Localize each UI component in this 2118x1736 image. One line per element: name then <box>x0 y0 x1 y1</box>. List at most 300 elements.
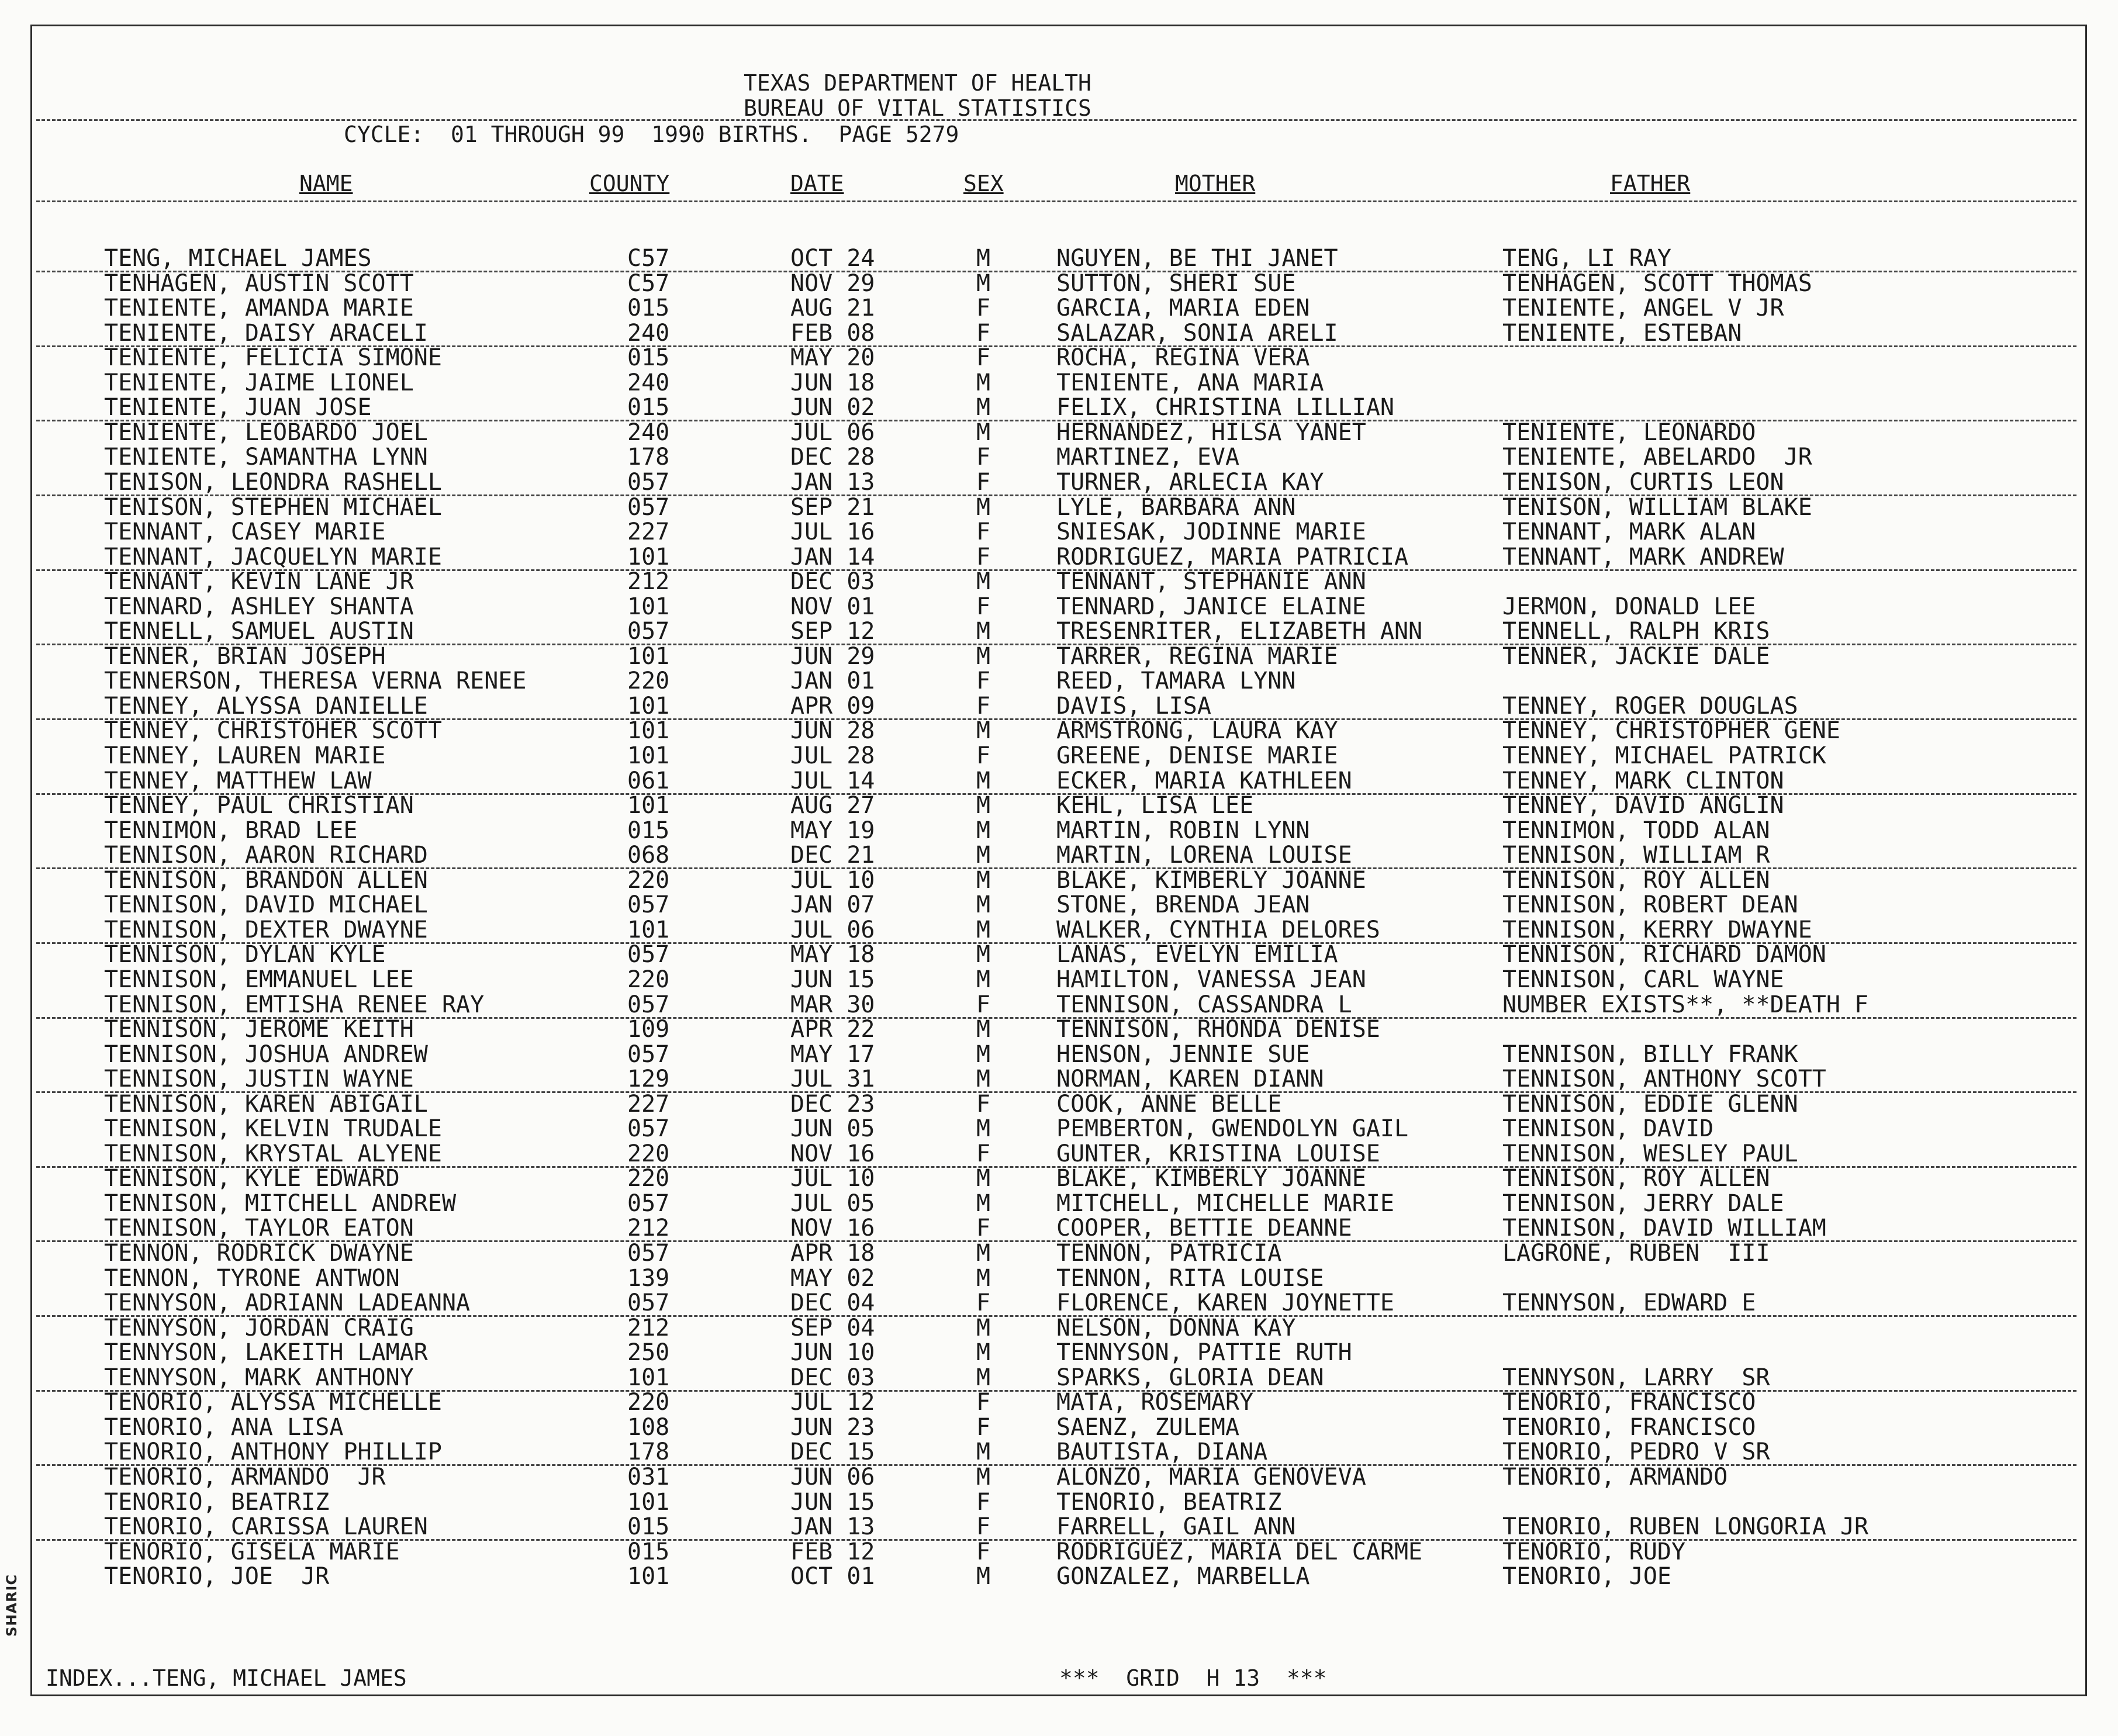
table-row <box>0 271 2118 296</box>
cell-name: TENNISON, KRYSTAL ALYENE <box>104 1140 442 1167</box>
cell-father: TENNISON, ROY ALLEN <box>1502 866 1770 894</box>
table-row <box>0 644 2118 669</box>
cell-mother: TENNISON, CASSANDRA L <box>1056 991 1352 1018</box>
header-department: TEXAS DEPARTMENT OF HEALTH <box>744 70 1091 96</box>
cell-sex: F <box>976 295 991 322</box>
cell-sex: F <box>976 1140 991 1167</box>
cell-name: TENNISON, BRANDON ALLEN <box>104 866 428 894</box>
cell-date: JUN 23 <box>790 1413 875 1441</box>
cell-father: TENNYSON, LARRY SR <box>1502 1364 1770 1391</box>
cell-sex: M <box>976 419 991 446</box>
cell-date: JAN 14 <box>790 543 875 570</box>
cell-sex: M <box>976 817 991 844</box>
cell-father: TENORIO, FRANCISCO <box>1502 1389 1756 1416</box>
cell-date: JUL 31 <box>790 1066 875 1093</box>
footer-grid: *** GRID H 13 *** <box>1059 1665 1327 1691</box>
cell-father: TENORIO, ARMANDO <box>1502 1463 1728 1491</box>
cell-county: 057 <box>627 618 670 645</box>
cell-sex: M <box>976 245 991 272</box>
cell-father: TENNEY, MICHAEL PATRICK <box>1502 742 1826 769</box>
cell-father: TENISON, WILLIAM BLAKE <box>1502 493 1812 521</box>
cell-date: JUN 29 <box>790 642 875 670</box>
cell-father: TENNISON, DAVID WILLIAM <box>1502 1215 1826 1242</box>
cell-date: JUN 18 <box>790 369 875 396</box>
cell-date: MAY 20 <box>790 344 875 372</box>
cell-mother: SALAZAR, SONIA ARELI <box>1056 319 1338 347</box>
cell-name: TENIENTE, FELICIA SIMONE <box>104 344 442 372</box>
table-row <box>0 793 2118 818</box>
cell-name: TENNEY, ALYSSA DANIELLE <box>104 692 428 720</box>
cell-county: 015 <box>627 1513 670 1540</box>
table-row <box>0 1092 2118 1116</box>
cell-county: 101 <box>627 742 670 769</box>
cell-county: 101 <box>627 1563 670 1590</box>
cell-date: APR 09 <box>790 692 875 720</box>
cell-county: 220 <box>627 1165 670 1192</box>
cell-sex: M <box>976 842 991 869</box>
cell-sex: M <box>976 1314 991 1341</box>
cell-sex: F <box>976 1413 991 1441</box>
cell-mother: PEMBERTON, GWENDOLYN GAIL <box>1056 1115 1409 1143</box>
table-row <box>0 1042 2118 1067</box>
cell-name: TENIENTE, DAISY ARACELI <box>104 319 428 347</box>
cell-father: TENNISON, JERRY DALE <box>1502 1189 1784 1217</box>
cell-county: 220 <box>627 866 670 894</box>
cell-name: TENNISON, MITCHELL ANDREW <box>104 1189 457 1217</box>
cell-sex: F <box>976 518 991 545</box>
cell-sex: M <box>976 369 991 396</box>
cell-name: TENNANT, JACQUELYN MARIE <box>104 543 442 570</box>
cell-date: DEC 28 <box>790 444 875 471</box>
cell-father: TENIENTE, ANGEL V JR <box>1502 295 1784 322</box>
cell-county: 240 <box>627 419 670 446</box>
cell-mother: BLAKE, KIMBERLY JOANNE <box>1056 866 1366 894</box>
table-row <box>0 1564 2118 1589</box>
cell-father: JERMON, DONALD LEE <box>1502 593 1756 620</box>
cell-mother: MARTIN, ROBIN LYNN <box>1056 817 1310 844</box>
cell-county: 015 <box>627 817 670 844</box>
cell-mother: TRESENRITER, ELIZABETH ANN <box>1056 618 1423 645</box>
cell-name: TENISON, STEPHEN MICHAEL <box>104 493 442 521</box>
cell-date: MAY 02 <box>790 1264 875 1292</box>
footer-index: INDEX...TENG, MICHAEL JAMES <box>46 1665 407 1691</box>
cell-county: 068 <box>627 842 670 869</box>
table-row <box>36 470 2076 496</box>
cell-county: 178 <box>627 444 670 471</box>
cell-father: TENNANT, MARK ALAN <box>1502 518 1756 545</box>
cell-name: TENNISON, EMMANUEL LEE <box>104 966 414 993</box>
cell-sex: F <box>976 444 991 471</box>
cell-county: 057 <box>627 941 670 969</box>
cell-county: 101 <box>627 543 670 570</box>
cell-name: TENORIO, CARISSA LAUREN <box>104 1513 428 1540</box>
cell-county: 220 <box>627 668 670 695</box>
cell-sex: M <box>976 1463 991 1491</box>
cell-mother: TENIENTE, ANA MARIA <box>1056 369 1324 396</box>
table-row <box>0 296 2118 320</box>
cell-name: TENNARD, ASHLEY SHANTA <box>104 593 414 620</box>
table-row <box>0 1017 2118 1042</box>
cell-name: TENORIO, BEATRIZ <box>104 1488 330 1516</box>
cell-name: TENIENTE, LEOBARDO JOEL <box>104 419 428 446</box>
cell-county: 057 <box>627 1115 670 1143</box>
cell-name: TENNON, RODRICK DWAYNE <box>104 1240 414 1267</box>
cell-mother: SUTTON, SHERI SUE <box>1056 269 1296 297</box>
cell-date: FEB 12 <box>790 1538 875 1565</box>
cell-name: TENNISON, TAYLOR EATON <box>104 1215 414 1242</box>
cell-father: TENIENTE, ABELARDO JR <box>1502 444 1812 471</box>
table-row <box>0 1166 2118 1191</box>
cell-sex: M <box>976 891 991 919</box>
cell-name: TENIENTE, SAMANTHA LYNN <box>104 444 428 471</box>
cell-date: SEP 12 <box>790 618 875 645</box>
cell-county: 101 <box>627 692 670 720</box>
table-row <box>0 420 2118 445</box>
cell-mother: SNIESAK, JODINNE MARIE <box>1056 518 1366 545</box>
cell-name: TENNERSON, THERESA VERNA RENEE <box>104 668 527 695</box>
cell-county: 015 <box>627 394 670 421</box>
cell-sex: M <box>976 941 991 969</box>
cell-father: TENORIO, FRANCISCO <box>1502 1413 1756 1441</box>
cell-sex: F <box>976 1389 991 1416</box>
cell-date: JUL 28 <box>790 742 875 769</box>
cell-date: DEC 03 <box>790 1364 875 1391</box>
cell-county: 101 <box>627 593 670 620</box>
cell-county: 101 <box>627 1488 670 1516</box>
cell-name: TENORIO, ALYSSA MICHELLE <box>104 1389 442 1416</box>
cell-sex: F <box>976 1538 991 1565</box>
cell-name: TENNISON, DAVID MICHAEL <box>104 891 428 919</box>
table-row <box>0 669 2118 693</box>
cell-county: 057 <box>627 1289 670 1317</box>
cell-county: 212 <box>627 1215 670 1242</box>
table-row <box>0 893 2118 917</box>
cell-mother: HERNANDEZ, HILSA YANET <box>1056 419 1366 446</box>
cell-father: TENNISON, ROBERT DEAN <box>1502 891 1798 919</box>
table-row <box>0 718 2118 743</box>
cell-county: 101 <box>627 916 670 943</box>
table-row <box>0 1116 2118 1141</box>
cell-name: TENNELL, SAMUEL AUSTIN <box>104 618 414 645</box>
cell-county: 212 <box>627 1314 670 1341</box>
cell-sex: M <box>976 1264 991 1292</box>
column-header-date: DATE <box>790 171 844 196</box>
cell-mother: TENNARD, JANICE ELAINE <box>1056 593 1366 620</box>
cell-county: 057 <box>627 1189 670 1217</box>
cell-county: 250 <box>627 1339 670 1367</box>
cell-mother: TENNON, RITA LOUISE <box>1056 1264 1324 1292</box>
cell-sex: M <box>976 618 991 645</box>
cell-father: TENNYSON, EDWARD E <box>1502 1289 1756 1317</box>
cell-name: TENNYSON, JORDAN CRAIG <box>104 1314 414 1341</box>
cell-county: 108 <box>627 1413 670 1441</box>
cell-sex: M <box>976 1165 991 1192</box>
cell-father: TENORIO, JOE <box>1502 1563 1671 1590</box>
cell-county: 240 <box>627 369 670 396</box>
cell-name: TENNYSON, MARK ANTHONY <box>104 1364 414 1391</box>
cell-date: APR 18 <box>790 1240 875 1267</box>
cell-county: C57 <box>627 245 670 272</box>
cell-county: 057 <box>627 891 670 919</box>
header-rule <box>36 119 2076 121</box>
cell-county: 101 <box>627 717 670 745</box>
cell-date: JUN 10 <box>790 1339 875 1367</box>
cell-father: TENORIO, RUBEN LONGORIA JR <box>1502 1513 1869 1540</box>
cell-sex: M <box>976 394 991 421</box>
cell-mother: TENORIO, BEATRIZ <box>1056 1488 1282 1516</box>
cell-father: TENHAGEN, SCOTT THOMAS <box>1502 269 1812 297</box>
table-row <box>0 818 2118 843</box>
cell-sex: M <box>976 642 991 670</box>
cell-sex: M <box>976 1189 991 1217</box>
cell-sex: M <box>976 792 991 819</box>
cell-sex: M <box>976 493 991 521</box>
cell-sex: F <box>976 1488 991 1516</box>
cell-county: 220 <box>627 966 670 993</box>
cell-county: 057 <box>627 991 670 1018</box>
cell-father: TENNEY, DAVID ANGLIN <box>1502 792 1784 819</box>
cell-county: 101 <box>627 792 670 819</box>
cell-county: 015 <box>627 1538 670 1565</box>
cell-father: TENG, LI RAY <box>1502 245 1671 272</box>
cell-father: TENNISON, ROY ALLEN <box>1502 1165 1770 1192</box>
cell-name: TENNYSON, ADRIANN LADEANNA <box>104 1289 471 1317</box>
table-row <box>0 1316 2118 1340</box>
cell-date: DEC 21 <box>790 842 875 869</box>
cell-date: JUL 14 <box>790 767 875 794</box>
cell-father: NUMBER EXISTS**, **DEATH F <box>1502 991 1869 1018</box>
cell-name: TENNANT, CASEY MARIE <box>104 518 386 545</box>
cell-mother: FELIX, CHRISTINA LILLIAN <box>1056 394 1394 421</box>
cell-county: 057 <box>627 469 670 496</box>
cell-mother: STONE, BRENDA JEAN <box>1056 891 1310 919</box>
cell-sex: F <box>976 319 991 347</box>
cell-sex: F <box>976 692 991 720</box>
cell-sex: F <box>976 668 991 695</box>
table-row <box>36 1514 2076 1541</box>
cell-name: TENNYSON, LAKEITH LAMAR <box>104 1339 428 1367</box>
cell-sex: M <box>976 1364 991 1391</box>
cell-father: TENNISON, BILLY FRANK <box>1502 1040 1798 1068</box>
cell-mother: WALKER, CYNTHIA DELORES <box>1056 916 1380 943</box>
cell-sex: F <box>976 1289 991 1317</box>
table-row <box>0 520 2118 544</box>
cell-date: NOV 16 <box>790 1140 875 1167</box>
cell-father: TENNISON, DAVID <box>1502 1115 1714 1143</box>
cell-father: TENNISON, EDDIE GLENN <box>1502 1090 1798 1118</box>
table-row <box>0 942 2118 967</box>
cell-name: TENNANT, KEVIN LANE JR <box>104 568 414 596</box>
cell-date: JUL 10 <box>790 866 875 894</box>
cell-mother: ECKER, MARIA KATHLEEN <box>1056 767 1352 794</box>
table-row <box>36 1067 2076 1093</box>
cell-sex: M <box>976 1438 991 1466</box>
table-row <box>36 843 2076 869</box>
cell-father: TENNISON, RICHARD DAMON <box>1502 941 1826 969</box>
cell-county: 227 <box>627 518 670 545</box>
table-row <box>36 395 2076 421</box>
table-row <box>36 619 2076 645</box>
cell-date: OCT 24 <box>790 245 875 272</box>
cell-county: 057 <box>627 493 670 521</box>
cell-county: 031 <box>627 1463 670 1491</box>
header-bureau: BUREAU OF VITAL STATISTICS <box>744 95 1091 121</box>
table-row <box>36 1365 2076 1392</box>
cell-date: DEC 03 <box>790 568 875 596</box>
cell-sex: M <box>976 568 991 596</box>
cell-mother: MARTINEZ, EVA <box>1056 444 1240 471</box>
cell-county: 212 <box>627 568 670 596</box>
cell-father: TENNISON, KERRY DWAYNE <box>1502 916 1812 943</box>
column-header-father: FATHER <box>1610 171 1691 196</box>
cell-county: 015 <box>627 295 670 322</box>
cell-name: TENORIO, ANTHONY PHILLIP <box>104 1438 442 1466</box>
table-row <box>0 868 2118 893</box>
cell-date: JUL 12 <box>790 1389 875 1416</box>
cell-sex: M <box>976 1563 991 1590</box>
cell-mother: NELSON, DONNA KAY <box>1056 1314 1296 1341</box>
cell-date: DEC 04 <box>790 1289 875 1317</box>
cell-date: NOV 29 <box>790 269 875 297</box>
cell-county: 057 <box>627 1040 670 1068</box>
cell-mother: RODRIGUEZ, MARIA DEL CARME <box>1056 1538 1423 1565</box>
column-header-name: NAME <box>299 171 353 196</box>
cell-sex: F <box>976 1513 991 1540</box>
cell-mother: ROCHA, REGINA VERA <box>1056 344 1310 372</box>
cell-name: TENNISON, DEXTER DWAYNE <box>104 916 428 943</box>
table-row <box>0 495 2118 520</box>
cell-name: TENORIO, ANA LISA <box>104 1413 344 1441</box>
cell-name: TENISON, LEONDRA RASHELL <box>104 469 442 496</box>
cell-name: TENNISON, JEROME KEITH <box>104 1016 414 1043</box>
table-row <box>36 694 2076 720</box>
cell-name: TENNON, TYRONE ANTWON <box>104 1264 400 1292</box>
column-header-sex: SEX <box>963 171 1004 196</box>
cell-date: JUL 10 <box>790 1165 875 1192</box>
cell-sex: M <box>976 916 991 943</box>
cell-mother: DAVIS, LISA <box>1056 692 1211 720</box>
cell-date: FEB 08 <box>790 319 875 347</box>
cell-sex: M <box>976 1339 991 1367</box>
cell-date: JAN 13 <box>790 1513 875 1540</box>
table-row <box>0 1266 2118 1291</box>
cell-county: 220 <box>627 1140 670 1167</box>
cell-date: APR 22 <box>790 1016 875 1043</box>
cell-county: 129 <box>627 1066 670 1093</box>
cell-date: JUN 02 <box>790 394 875 421</box>
cell-date: MAR 30 <box>790 991 875 1018</box>
cell-mother: MATA, ROSEMARY <box>1056 1389 1254 1416</box>
table-row <box>36 246 2076 272</box>
cell-mother: COOK, ANNE BELLE <box>1056 1090 1282 1118</box>
cell-mother: REED, TAMARA LYNN <box>1056 668 1296 695</box>
cell-sex: M <box>976 1066 991 1093</box>
cell-mother: LYLE, BARBARA ANN <box>1056 493 1296 521</box>
margin-label: SHARIC <box>4 1574 20 1637</box>
cell-county: 240 <box>627 319 670 347</box>
cell-date: MAY 19 <box>790 817 875 844</box>
cell-father: TENNISON, CARL WAYNE <box>1502 966 1784 993</box>
cell-sex: F <box>976 742 991 769</box>
cell-sex: F <box>976 469 991 496</box>
table-row <box>36 1142 2076 1168</box>
cell-name: TENORIO, JOE JR <box>104 1563 330 1590</box>
cell-mother: NGUYEN, BE THI JANET <box>1056 245 1338 272</box>
cell-sex: M <box>976 966 991 993</box>
cell-name: TENNISON, EMTISHA RENEE RAY <box>104 991 485 1018</box>
table-row <box>0 1390 2118 1415</box>
table-row <box>36 321 2076 347</box>
cell-mother: TENNANT, STEPHANIE ANN <box>1056 568 1366 596</box>
cell-date: JUN 05 <box>790 1115 875 1143</box>
cell-sex: M <box>976 1115 991 1143</box>
cell-name: TENNISON, JUSTIN WAYNE <box>104 1066 414 1093</box>
cell-mother: NORMAN, KAREN DIANN <box>1056 1066 1324 1093</box>
table-row <box>0 1465 2118 1489</box>
cell-father: TENNELL, RALPH KRIS <box>1502 618 1770 645</box>
cell-father: TENISON, CURTIS LEON <box>1502 469 1784 496</box>
cell-mother: TARRER, REGINA MARIE <box>1056 642 1338 670</box>
cell-sex: M <box>976 1240 991 1267</box>
cell-mother: TENNON, PATRICIA <box>1056 1240 1282 1267</box>
cell-name: TENNISON, JOSHUA ANDREW <box>104 1040 428 1068</box>
cell-name: TENNEY, PAUL CHRISTIAN <box>104 792 414 819</box>
table-row <box>0 569 2118 594</box>
table-row <box>0 345 2118 370</box>
cell-county: 015 <box>627 344 670 372</box>
cell-sex: F <box>976 344 991 372</box>
cell-mother: LANAS, EVELYN EMILIA <box>1056 941 1338 969</box>
table-row <box>0 594 2118 619</box>
cell-date: AUG 21 <box>790 295 875 322</box>
cell-date: JAN 01 <box>790 668 875 695</box>
cell-name: TENNEY, MATTHEW LAW <box>104 767 372 794</box>
cell-date: JUL 05 <box>790 1189 875 1217</box>
cell-date: MAY 17 <box>790 1040 875 1068</box>
table-row <box>0 445 2118 469</box>
cell-father: TENORIO, RUDY <box>1502 1538 1686 1565</box>
cell-mother: ALONZO, MARIA GENOVEVA <box>1056 1463 1366 1491</box>
cell-mother: GUNTER, KRISTINA LOUISE <box>1056 1140 1380 1167</box>
column-header-county: COUNTY <box>589 171 670 196</box>
cell-mother: FARRELL, GAIL ANN <box>1056 1513 1296 1540</box>
cell-father: TENNEY, MARK CLINTON <box>1502 767 1784 794</box>
table-row <box>0 1241 2118 1265</box>
cell-county: 227 <box>627 1090 670 1118</box>
cell-mother: BAUTISTA, DIANA <box>1056 1438 1268 1466</box>
cell-county: 139 <box>627 1264 670 1292</box>
cell-date: JUN 28 <box>790 717 875 745</box>
cell-father: LAGRONE, RUBEN III <box>1502 1240 1770 1267</box>
cell-date: JUN 15 <box>790 966 875 993</box>
cell-mother: BLAKE, KIMBERLY JOANNE <box>1056 1165 1366 1192</box>
cell-name: TENIENTE, JUAN JOSE <box>104 394 372 421</box>
cell-father: TENNISON, WILLIAM R <box>1502 842 1770 869</box>
cell-name: TENNEY, CHRISTOHER SCOTT <box>104 717 442 745</box>
cell-father: TENNEY, ROGER DOUGLAS <box>1502 692 1798 720</box>
cell-date: JUL 06 <box>790 419 875 446</box>
cell-date: JUL 16 <box>790 518 875 545</box>
cell-date: JUL 06 <box>790 916 875 943</box>
cell-mother: RODRIGUEZ, MARIA PATRICIA <box>1056 543 1409 570</box>
cell-father: TENNEY, CHRISTOPHER GENE <box>1502 717 1840 745</box>
cell-mother: MARTIN, LORENA LOUISE <box>1056 842 1352 869</box>
cell-date: DEC 15 <box>790 1438 875 1466</box>
cell-name: TENIENTE, JAIME LIONEL <box>104 369 414 396</box>
cell-name: TENNISON, DYLAN KYLE <box>104 941 386 969</box>
cell-county: 057 <box>627 1240 670 1267</box>
cell-mother: GREENE, DENISE MARIE <box>1056 742 1338 769</box>
